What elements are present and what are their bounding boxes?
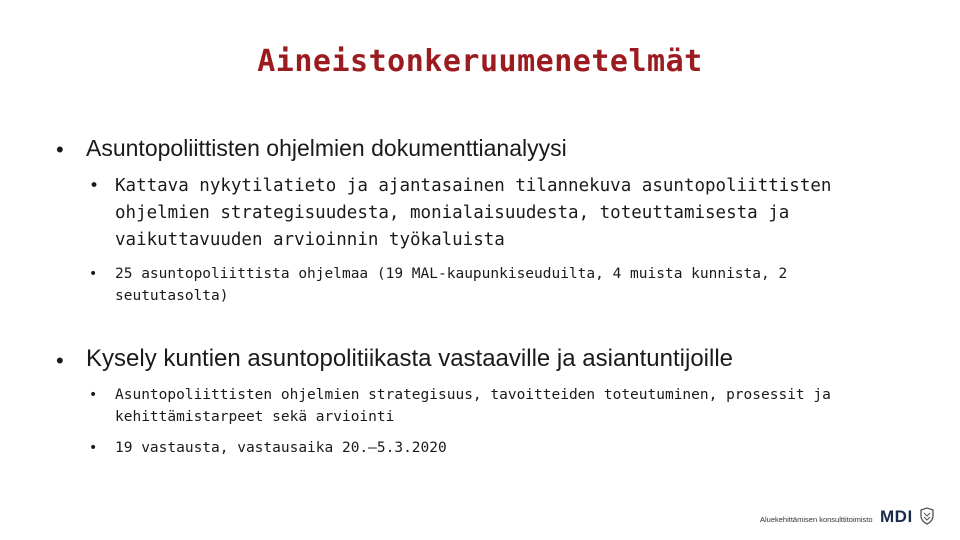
logo-wordmark: MDI bbox=[880, 507, 913, 526]
bullet-icon: • bbox=[89, 176, 100, 196]
mdi-emblem-icon bbox=[918, 507, 936, 529]
bullet-icon: • bbox=[89, 387, 98, 403]
section-heading-document-analysis: Asuntopoliittisten ohjelmien dokumenttianalyysi bbox=[86, 135, 567, 161]
bullet-icon: • bbox=[56, 348, 64, 373]
slide-title: Aineistonkeruumenetelmät bbox=[257, 44, 703, 79]
section-heading-survey: Kysely kuntien asuntopolitiikasta vastaaville ja asiantuntijoille bbox=[86, 345, 734, 372]
footer-text: Aluekehittämisen konsulttitoimisto bbox=[760, 515, 873, 524]
bullet-icon: • bbox=[56, 137, 64, 162]
list-item: Asuntopoliittisten ohjelmien strategisuus, tavoitteiden toteutuminen, prosessit ja kehittämistarpeet sekä arviointi bbox=[115, 387, 831, 425]
list-item: 19 vastausta, vastausaika 20.—5.3.2020 bbox=[115, 440, 447, 456]
list-item: Kattava nykytilatieto ja ajantasainen tilannekuva asuntopoliittisten ohjelmien strategisuudesta, monialaisuudesta, toteuttamisesta ja vaikuttavuuden arvioinnin työkaluista bbox=[115, 176, 832, 250]
footer-logo bbox=[760, 505, 940, 529]
list-item: 25 asuntopoliittista ohjelmaa (19 MAL-kaupunkiseuduilta, 4 muista kunnista, 2 seututasolta) bbox=[115, 266, 788, 304]
bullet-icon: • bbox=[89, 266, 98, 282]
bullet-icon: • bbox=[89, 440, 98, 456]
